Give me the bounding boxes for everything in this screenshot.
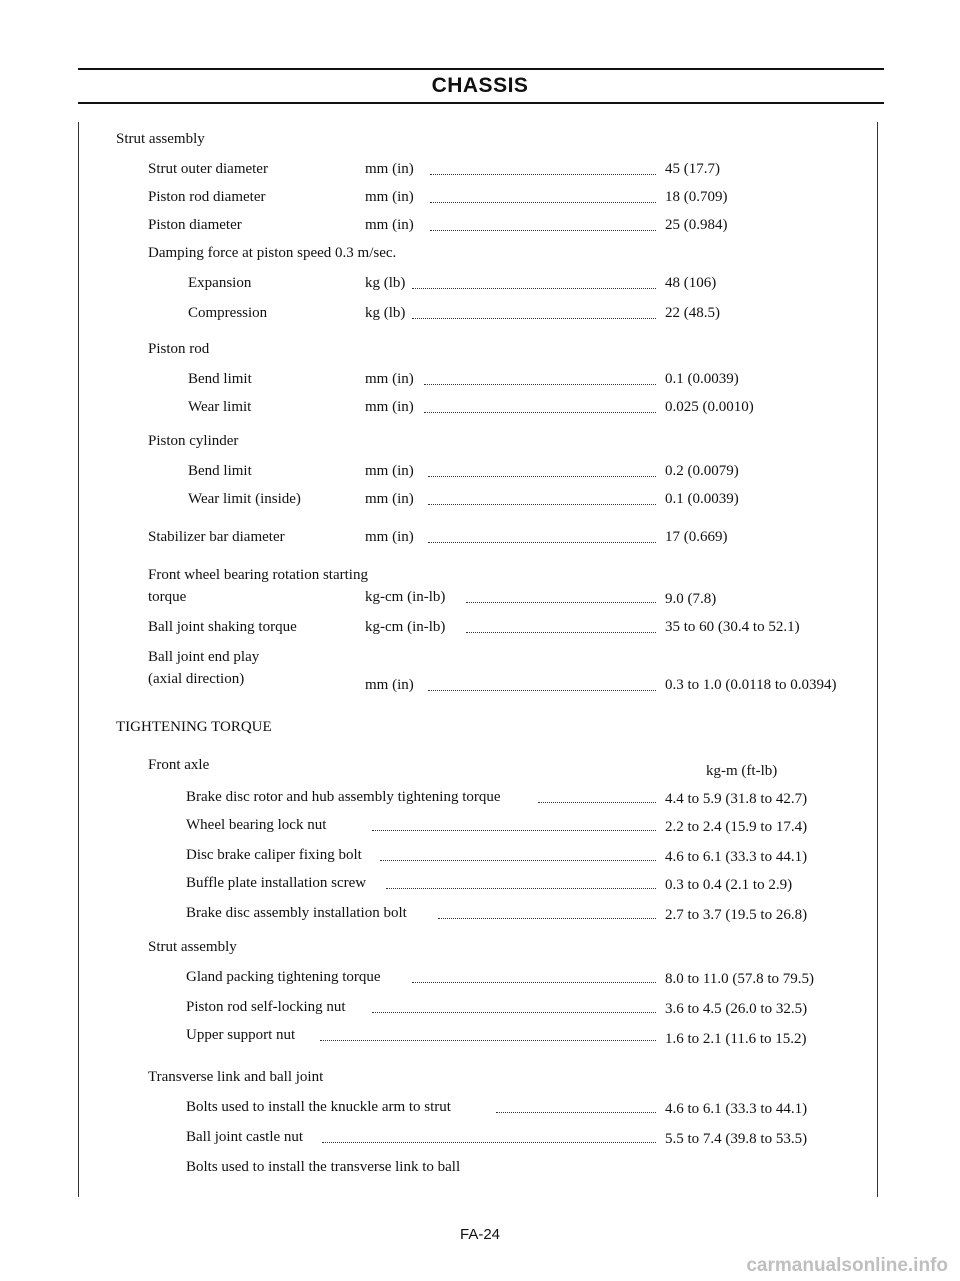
dot-leader: [466, 632, 656, 633]
page-title: CHASSIS: [431, 74, 529, 97]
dot-leader: [428, 690, 656, 691]
spec-value: 18 (0.709): [665, 189, 728, 205]
dot-leader: [372, 1012, 656, 1013]
spec-unit: kg (lb): [365, 275, 406, 291]
torque-label: Brake disc assembly installation bolt: [186, 905, 407, 921]
spec-label: Bend limit: [188, 371, 252, 387]
spec-label: Piston rod diameter: [148, 189, 266, 205]
torque-value: 1.6 to 2.1 (11.6 to 15.2): [665, 1031, 807, 1047]
subsection-heading-strut-assembly: Strut assembly: [148, 939, 237, 955]
spec-value: 22 (48.5): [665, 305, 720, 321]
dot-leader: [430, 230, 656, 231]
right-margin-line: [877, 122, 878, 1197]
torque-label: Buffle plate installation screw: [186, 875, 367, 891]
dot-leader: [428, 504, 656, 505]
spec-label: Compression: [188, 305, 268, 321]
torque-value: 8.0 to 11.0 (57.8 to 79.5): [665, 971, 815, 987]
section-heading-strut-assembly: Strut assembly: [116, 131, 205, 147]
damping-force-label: Damping force at piston speed 0.3 m/sec.: [148, 245, 397, 261]
spec-unit: kg (lb): [365, 305, 406, 321]
spec-unit: kg-cm (in-lb): [365, 589, 446, 605]
torque-value: 2.2 to 2.4 (15.9 to 17.4): [665, 819, 808, 835]
spec-value: 48 (106): [665, 275, 717, 291]
dot-leader: [430, 174, 656, 175]
subsection-heading-piston-cylinder: Piston cylinder: [148, 433, 239, 449]
spec-label: Ball joint shaking torque: [148, 619, 297, 635]
dot-leader: [428, 476, 656, 477]
section-heading-tightening-torque: TIGHTENING TORQUE: [116, 719, 272, 735]
spec-label: Wear limit: [188, 399, 252, 415]
dot-leader: [412, 982, 656, 983]
torque-label: Gland packing tightening torque: [186, 969, 381, 985]
spec-unit: kg-cm (in-lb): [365, 619, 446, 635]
torque-value: 0.3 to 0.4 (2.1 to 2.9): [665, 877, 793, 893]
torque-label: Disc brake caliper fixing bolt: [186, 847, 362, 863]
dot-leader: [380, 860, 656, 861]
spec-label-line1: Ball joint end play: [148, 649, 260, 665]
dot-leader: [412, 318, 656, 319]
torque-value: 4.6 to 6.1 (33.3 to 44.1): [665, 1101, 808, 1117]
spec-unit: mm (in): [365, 677, 414, 693]
torque-label: Brake disc rotor and hub assembly tightening torque: [186, 789, 501, 805]
dot-leader: [424, 412, 656, 413]
spec-value: 25 (0.984): [665, 217, 728, 233]
spec-unit: mm (in): [365, 217, 414, 233]
torque-label: Ball joint castle nut: [186, 1129, 304, 1145]
spec-unit: mm (in): [365, 463, 414, 479]
torque-label: Bolts used to install the transverse link to ball: [186, 1159, 461, 1175]
dot-leader: [372, 830, 656, 831]
dot-leader: [496, 1112, 656, 1113]
header-bottom-rule: [78, 102, 884, 104]
dot-leader: [386, 888, 656, 889]
dot-leader: [466, 602, 656, 603]
torque-label: Upper support nut: [186, 1027, 296, 1043]
torque-value: 5.5 to 7.4 (39.8 to 53.5): [665, 1131, 808, 1147]
subsection-heading-front-axle: Front axle: [148, 757, 210, 773]
spec-value: 17 (0.669): [665, 529, 728, 545]
torque-label: Wheel bearing lock nut: [186, 817, 327, 833]
spec-value: 0.025 (0.0010): [665, 399, 754, 415]
dot-leader: [428, 542, 656, 543]
watermark: carmanualsonline.info: [746, 1255, 948, 1276]
torque-value: 3.6 to 4.5 (26.0 to 32.5): [665, 1001, 808, 1017]
spec-value: 9.0 (7.8): [665, 591, 717, 607]
dot-leader: [322, 1142, 656, 1143]
torque-value: 2.7 to 3.7 (19.5 to 26.8): [665, 907, 808, 923]
dot-leader: [538, 802, 656, 803]
spec-label: Piston diameter: [148, 217, 242, 233]
page-number: FA-24: [459, 1226, 501, 1243]
spec-value: 35 to 60 (30.4 to 52.1): [665, 619, 800, 635]
dot-leader: [412, 288, 656, 289]
header-top-rule: [78, 68, 884, 70]
spec-value: 0.1 (0.0039): [665, 491, 739, 507]
dot-leader: [438, 918, 656, 919]
torque-value: 4.6 to 6.1 (33.3 to 44.1): [665, 849, 808, 865]
spec-value: 0.3 to 1.0 (0.0118 to 0.0394): [665, 677, 837, 693]
subsection-heading-piston-rod: Piston rod: [148, 341, 210, 357]
unit-header: kg-m (ft-lb): [706, 763, 778, 779]
spec-value: 0.2 (0.0079): [665, 463, 739, 479]
spec-label: Strut outer diameter: [148, 161, 268, 177]
spec-unit: mm (in): [365, 371, 414, 387]
dot-leader: [424, 384, 656, 385]
spec-label-line1: Front wheel bearing rotation starting: [148, 567, 368, 583]
spec-value: 45 (17.7): [665, 161, 720, 177]
spec-unit: mm (in): [365, 161, 414, 177]
spec-label: Wear limit (inside): [188, 491, 301, 507]
torque-label: Piston rod self-locking nut: [186, 999, 346, 1015]
spec-unit: mm (in): [365, 491, 414, 507]
spec-unit: mm (in): [365, 529, 414, 545]
torque-value: 4.4 to 5.9 (31.8 to 42.7): [665, 791, 808, 807]
spec-label: Bend limit: [188, 463, 252, 479]
spec-unit: mm (in): [365, 399, 414, 415]
spec-label-line2: (axial direction): [148, 671, 245, 687]
torque-label: Bolts used to install the knuckle arm to strut: [186, 1099, 451, 1115]
spec-label: torque: [148, 589, 187, 605]
spec-value: 0.1 (0.0039): [665, 371, 739, 387]
spec-unit: mm (in): [365, 189, 414, 205]
subsection-heading-transverse-link: Transverse link and ball joint: [148, 1069, 324, 1085]
spec-label: Stabilizer bar diameter: [148, 529, 285, 545]
left-margin-line: [78, 122, 79, 1197]
spec-label: Expansion: [188, 275, 252, 291]
dot-leader: [430, 202, 656, 203]
dot-leader: [320, 1040, 656, 1041]
